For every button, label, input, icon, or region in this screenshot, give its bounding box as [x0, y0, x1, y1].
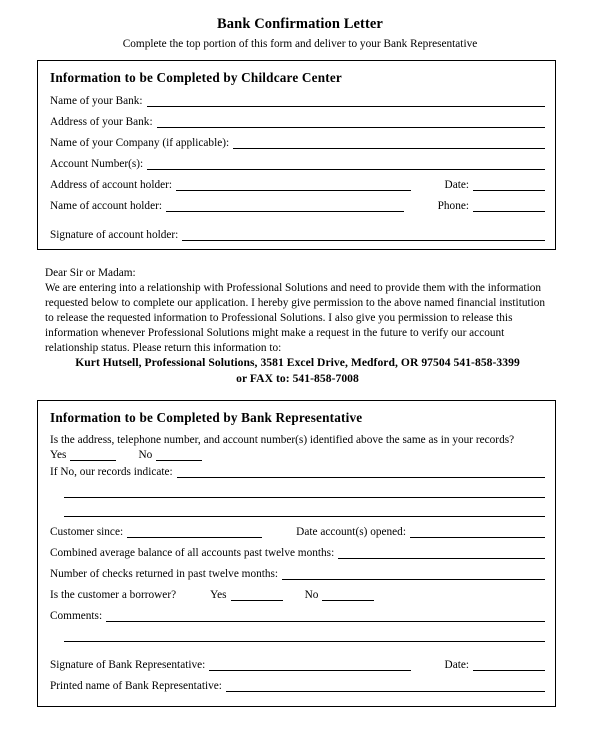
- page-subtitle: Complete the top portion of this form and deliver to your Bank Representative: [122, 38, 478, 50]
- field-row-comments-cont: [48, 631, 545, 642]
- letter-fax-line: or FAX to: 541-858-7008: [236, 371, 359, 385]
- field-row-borrower: [48, 589, 545, 601]
- field-row-comments: [48, 610, 545, 622]
- label-date: Date:: [444, 179, 469, 191]
- label-rep-printed-name: Printed name of Bank Representative:: [50, 679, 222, 692]
- input-rep-date[interactable]: [473, 660, 545, 671]
- label-holder-signature: Signature of account holder:: [50, 229, 179, 241]
- label-customer-since: Customer since:: [50, 526, 124, 539]
- input-date-opened[interactable]: [410, 528, 545, 539]
- field-row-account-numbers: [48, 158, 545, 170]
- label-holder-name: Name of account holder:: [50, 200, 162, 212]
- field-row-customer-since: [48, 526, 545, 538]
- input-bank-name[interactable]: [147, 96, 545, 107]
- label-borrower-no: No: [304, 589, 319, 602]
- section-bank-representative: [37, 400, 556, 707]
- input-if-no-line-2[interactable]: [64, 487, 545, 498]
- label-if-no: If No, our records indicate:: [50, 466, 173, 478]
- field-row-combined-balance: [48, 547, 545, 559]
- input-combined-balance[interactable]: [338, 549, 545, 560]
- label-checks-returned: Number of checks returned in past twelve months:: [50, 568, 279, 581]
- label-company-name: Name of your Company (if applicable):: [50, 137, 230, 149]
- field-row-bank-address: [48, 116, 545, 128]
- field-row-checks-returned: [48, 568, 545, 580]
- label-bank-name: Name of your Bank:: [50, 95, 143, 107]
- label-combined-balance: Combined average balance of all accounts past twelve months:: [50, 547, 335, 560]
- input-holder-address[interactable]: [176, 180, 410, 191]
- input-bank-address[interactable]: [157, 117, 545, 128]
- input-customer-since[interactable]: [127, 528, 262, 539]
- field-row-holder-address: [48, 179, 545, 191]
- input-comments-line-2[interactable]: [64, 631, 545, 642]
- field-row-if-no-cont-2: [48, 507, 545, 518]
- input-comments[interactable]: [106, 612, 545, 623]
- label-borrower-question: Is the customer a borrower?: [50, 589, 177, 602]
- input-borrower-no[interactable]: [322, 591, 374, 602]
- field-row-rep-printed-name: [48, 680, 545, 692]
- section-childcare-heading: Information to be Completed by Childcare Center: [50, 70, 342, 85]
- input-if-no[interactable]: [177, 467, 545, 478]
- records-match-question: Is the address, telephone number, and account number(s) identified above the same as in your records?: [50, 434, 515, 446]
- records-match-answer-row: [48, 449, 545, 461]
- letter-block: [45, 266, 550, 386]
- input-account-numbers[interactable]: [147, 159, 545, 170]
- input-phone[interactable]: [473, 201, 545, 212]
- section-childcare-center: [37, 60, 556, 250]
- label-yes: Yes: [50, 449, 67, 461]
- letter-contact-line: Kurt Hutsell, Professional Solutions, 3581 Excel Drive, Medford, OR 97504 541-858-3399: [75, 356, 520, 370]
- field-row-rep-signature: [48, 659, 545, 671]
- label-no: No: [138, 449, 153, 461]
- label-rep-date: Date:: [444, 658, 469, 671]
- field-row-if-no-cont-1: [48, 487, 545, 498]
- label-holder-address: Address of account holder:: [50, 179, 173, 191]
- page-title: Bank Confirmation Letter: [217, 16, 383, 32]
- label-borrower-yes: Yes: [210, 589, 227, 602]
- letter-salutation: Dear Sir or Madam:: [45, 267, 136, 279]
- input-company-name[interactable]: [233, 138, 545, 149]
- input-if-no-line-3[interactable]: [64, 507, 545, 518]
- input-rep-printed-name[interactable]: [226, 681, 545, 692]
- field-row-holder-name: [48, 200, 545, 212]
- field-row-if-no: [48, 466, 545, 478]
- input-rep-signature[interactable]: [209, 660, 410, 671]
- label-date-opened: Date account(s) opened:: [296, 526, 406, 539]
- label-phone: Phone:: [437, 200, 469, 212]
- input-borrower-yes[interactable]: [231, 591, 283, 602]
- section-bankrep-heading: Information to be Completed by Bank Representative: [50, 410, 363, 425]
- label-bank-address: Address of your Bank:: [50, 116, 153, 128]
- label-account-numbers: Account Number(s):: [50, 158, 144, 170]
- input-date[interactable]: [473, 180, 545, 191]
- input-holder-signature[interactable]: [182, 230, 545, 241]
- label-rep-signature: Signature of Bank Representative:: [50, 658, 206, 671]
- input-holder-name[interactable]: [166, 201, 404, 212]
- letter-body: We are entering into a relationship with Professional Solutions and need to provide them with the information requested below to complete our application. I hereby give permission to the above named financial institution to release the requested information to Professional Solutions. I also give you permission to release this information whenever Professional Solutions might make a request in the future to verify our account relationship status. Please return this information to:: [45, 281, 546, 354]
- input-no[interactable]: [156, 450, 202, 461]
- field-row-bank-name: [48, 95, 545, 107]
- label-comments: Comments:: [50, 610, 103, 623]
- field-row-company-name: [48, 137, 545, 149]
- input-yes[interactable]: [70, 450, 116, 461]
- input-checks-returned[interactable]: [282, 570, 545, 581]
- field-row-holder-signature: [48, 229, 545, 241]
